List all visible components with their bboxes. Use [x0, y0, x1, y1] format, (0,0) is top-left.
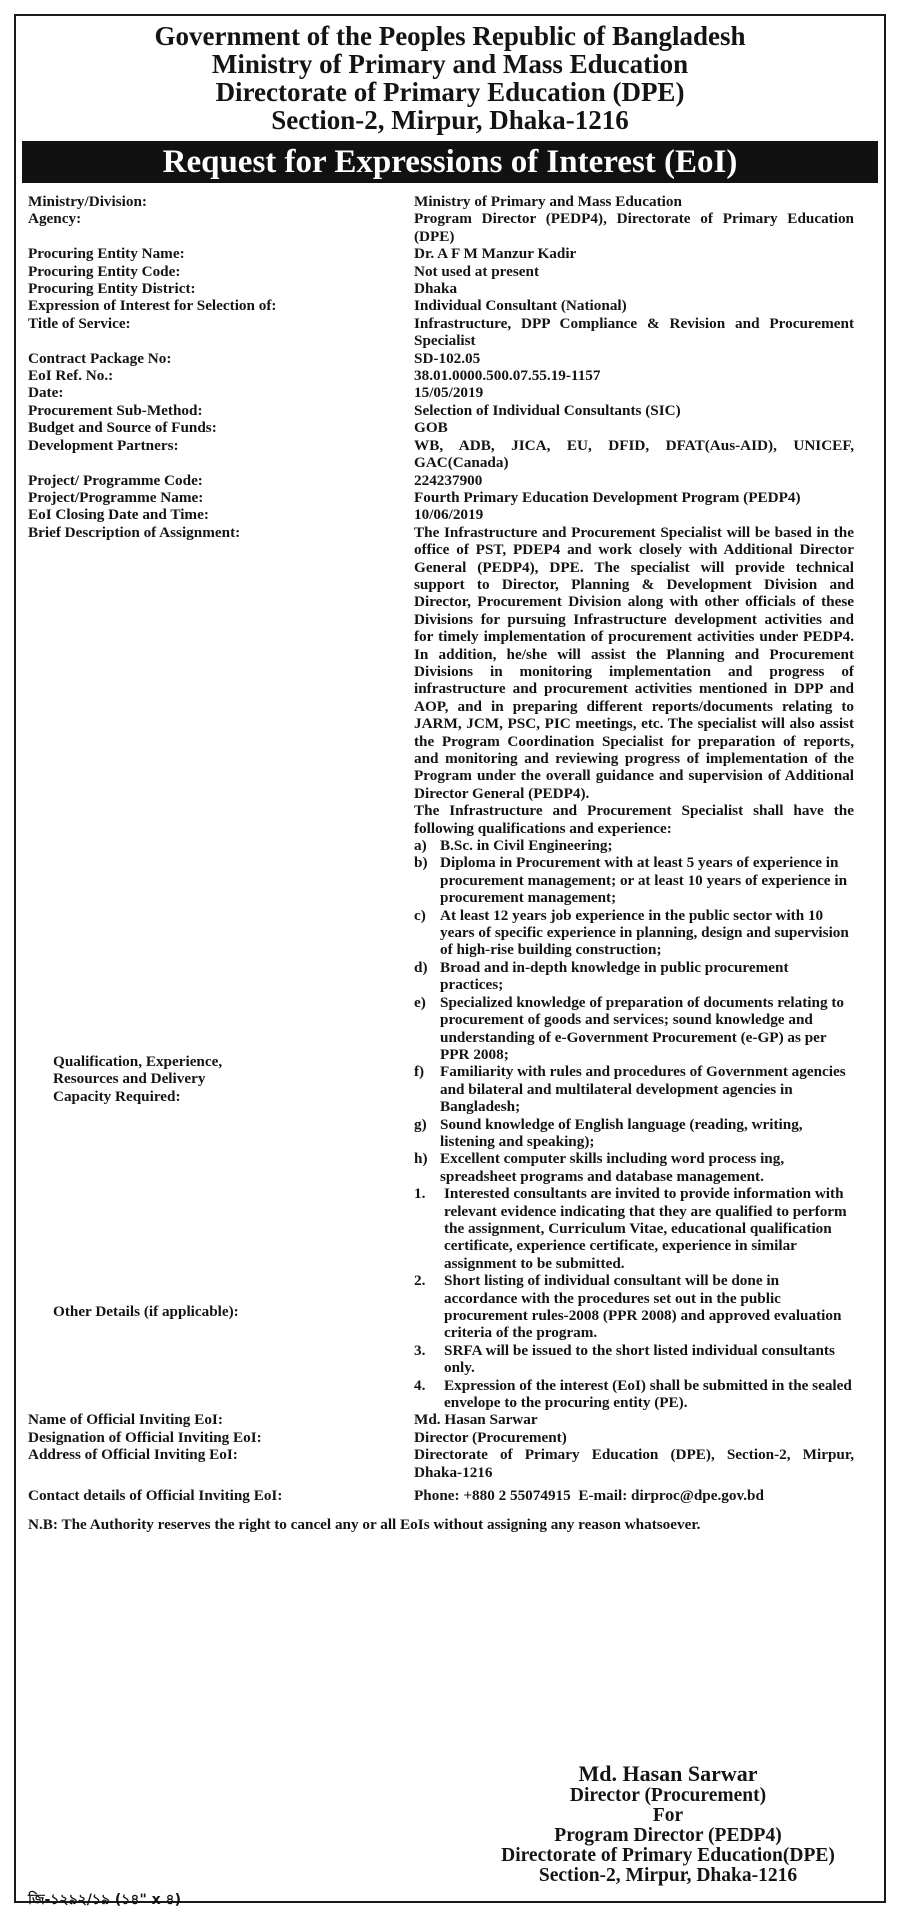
signatory-designation: Director (Procurement)	[569, 1785, 767, 1806]
publication-code: জি-১২৯২/১৯ (১৪" x ৪)	[28, 1892, 181, 1908]
other-details	[414, 1185, 854, 1411]
list-item	[414, 907, 854, 959]
field-row	[16, 193, 884, 210]
field-label: Procurement Sub-Method:	[28, 401, 203, 419]
qualification-intro: The Infrastructure and Procurement Specialist shall have the following qualifications and experience:	[414, 802, 854, 837]
field-label: Designation of Official Inviting EoI:	[28, 1428, 262, 1446]
field-row	[16, 263, 884, 280]
field-value: Director (Procurement)	[414, 1428, 567, 1446]
qualification-label: Qualification, Experience, Resources and Delivery Capacity Required:	[53, 1053, 223, 1105]
official-row	[16, 1429, 884, 1446]
field-row	[16, 350, 884, 367]
field-label: Ministry/Division:	[28, 193, 147, 210]
field-row	[16, 280, 884, 297]
field-row	[16, 402, 884, 419]
nb-note: N.B: The Authority reserves the right to cancel any or all EoIs without assigning any reason whatsoever.	[28, 1516, 701, 1534]
field-label: Expression of Interest for Selection of:	[28, 297, 277, 315]
list-marker: c)	[414, 906, 426, 924]
official-row	[16, 1446, 884, 1481]
list-item	[414, 1185, 854, 1272]
list-item	[414, 1150, 854, 1185]
field-label: Name of Official Inviting EoI:	[28, 1411, 223, 1429]
field-value: WB, ADB, JICA, EU, DFID, DFAT(Aus-AID), UNICEF, GAC(Canada)	[414, 436, 854, 472]
field-label: Project/Programme Name:	[28, 488, 204, 506]
field-value: 224237900	[414, 471, 483, 489]
field-value: Ministry of Primary and Mass Education	[414, 193, 682, 210]
field-label: Project/ Programme Code:	[28, 471, 203, 489]
field-value: Individual Consultant (National)	[414, 297, 627, 315]
field-label: Contract Package No:	[28, 349, 172, 367]
field-value: Dr. A F M Manzur Kadir	[414, 245, 577, 263]
field-label: Development Partners:	[28, 436, 179, 454]
notice-page	[14, 14, 886, 1908]
list-item	[414, 1377, 854, 1412]
field-value: The Infrastructure and Procurement Specialist will be based in the office of PST, PDEP4 and work closely with Additional Director General (PEDP4), DPE. The specialist will provide technical support to Director, Planning & Development Division and Director, Procurement Division along with other officials of these Divisions for pursuing Infrastructure development activities and for timely implementation of procurement activities under PEDP4. In addition, he/she will assist the Planning and Procurement Divisions in monitoring implementation and progress of infrastructure and procurement activities mentioned in DPP and AOP, and in preparing different reports/documents relating to JARM, JCM, PSC, PIC meetings, etc. The specialist will also assist the Program Coordination Specialist for preparation of reports, and monitoring and reviewing progress of implementation of the Program under the overall guidance and supervision of Additional Director General (PEDP4).	[414, 523, 854, 802]
list-marker: b)	[414, 854, 428, 872]
field-value: Dhaka	[414, 280, 458, 298]
field-row	[16, 384, 884, 401]
notice-title-banner: Request for Expressions of Interest (EoI)	[22, 141, 878, 183]
list-marker: f)	[414, 1063, 425, 1081]
field-value: Directorate of Primary Education (DPE), Section-2, Mirpur, Dhaka-1216	[414, 1446, 854, 1481]
field-value: 10/06/2019	[414, 506, 484, 524]
list-text: Expression of the interest (EoI) shall be submitted in the sealed envelope to the procuring entity (PE).	[444, 1376, 852, 1412]
list-marker: d)	[414, 958, 428, 976]
field-label: Procuring Entity Code:	[28, 262, 181, 280]
signatory-address: Section-2, Mirpur, Dhaka-1216	[538, 1865, 798, 1886]
list-text: Sound knowledge of English language (reading, writing, listening and speaking);	[440, 1115, 803, 1150]
field-value: Selection of Individual Consultants (SIC)	[414, 401, 681, 419]
official-row	[16, 1411, 884, 1428]
eoi-fields	[16, 193, 884, 1504]
field-value: 15/05/2019	[414, 384, 484, 402]
field-value: GOB	[414, 419, 448, 437]
field-label: Agency:	[28, 210, 82, 228]
field-label: Brief Description of Assignment:	[28, 523, 241, 541]
other-details-row	[16, 1185, 884, 1411]
field-row	[16, 472, 884, 489]
signatory-program: Program Director (PEDP4)	[554, 1825, 782, 1846]
list-item	[414, 837, 854, 854]
field-value: Not used at present	[414, 262, 540, 280]
field-label: Procuring Entity District:	[28, 280, 196, 298]
field-row	[16, 419, 884, 436]
list-text: Familiarity with rules and procedures of Government agencies and bilateral and multilateral development agencies in Bangladesh;	[440, 1063, 846, 1116]
list-item	[414, 1272, 854, 1342]
field-value: Fourth Primary Education Development Program (PEDP4)	[414, 488, 801, 506]
list-marker: 4.	[414, 1376, 426, 1394]
list-text: Diploma in Procurement with at least 5 years of experience in procurement management; or at least 10 years of experience in procurement management;	[440, 854, 848, 907]
list-marker: 3.	[414, 1341, 426, 1359]
field-row	[16, 367, 884, 384]
field-row	[16, 245, 884, 262]
list-marker: 2.	[414, 1272, 426, 1290]
field-row	[16, 506, 884, 523]
list-text: Broad and in-depth knowledge in public procurement practices;	[440, 958, 789, 994]
field-label: Address of Official Inviting EoI:	[28, 1446, 238, 1464]
list-item	[414, 959, 854, 994]
field-value: SD-102.05	[414, 349, 481, 367]
field-value: 38.01.0000.500.07.55.19-1157	[414, 367, 601, 385]
list-marker: e)	[414, 993, 426, 1011]
list-marker: a)	[414, 837, 427, 855]
header-line-government: Government of the Peoples Republic of Bangladesh	[154, 21, 746, 51]
field-label: EoI Closing Date and Time:	[28, 506, 209, 524]
list-text: Short listing of individual consultant will be done in accordance with the procedures set out in the public procurement rules-2008 (PPR 2008) and approved evaluation criteria of the program.	[444, 1272, 842, 1342]
field-row	[16, 297, 884, 314]
notice-header	[16, 16, 884, 134]
list-text: Specialized knowledge of preparation of documents relating to procurement of goods and services; sound knowledge and understanding of e-Government Procurement (e-GP) as per PPR 2008;	[440, 993, 845, 1063]
signature-block	[458, 1762, 878, 1886]
field-row	[16, 437, 884, 472]
list-text: Excellent computer skills including word process ing, spreadsheet programs and database management.	[440, 1150, 785, 1185]
field-value: Infrastructure, DPP Compliance & Revision and Procurement Specialist	[414, 314, 854, 350]
field-row	[16, 524, 884, 803]
field-row	[16, 210, 884, 245]
list-text: Interested consultants are invited to provide information with relevant evidence indicating that they are qualified to perform the assignment, Curriculum Vitae, educational qualification certificate, experience certificate, experience in similar assignment to be submitted.	[444, 1185, 847, 1272]
field-row	[16, 315, 884, 350]
list-text: SRFA will be issued to the short listed individual consultants only.	[444, 1341, 835, 1377]
field-label: Date:	[28, 384, 64, 402]
list-item	[414, 994, 854, 1064]
official-row	[16, 1487, 884, 1504]
field-label: Title of Service:	[28, 314, 131, 332]
other-details-label: Other Details (if applicable):	[53, 1303, 239, 1320]
list-item	[414, 1063, 854, 1115]
list-item	[414, 1342, 854, 1377]
list-item	[414, 1116, 854, 1151]
signatory-for: For	[652, 1805, 684, 1826]
field-label: Budget and Source of Funds:	[28, 419, 217, 437]
header-line-address: Section-2, Mirpur, Dhaka-1216	[271, 105, 629, 135]
qualification-details	[414, 802, 854, 1185]
qualification-row	[16, 802, 884, 1185]
signatory-name: Md. Hasan Sarwar	[578, 1761, 758, 1786]
field-value: Program Director (PEDP4), Directorate of Primary Education (DPE)	[414, 210, 854, 245]
list-item	[414, 854, 854, 906]
list-marker: h)	[414, 1150, 428, 1168]
field-label: EoI Ref. No.:	[28, 367, 114, 385]
list-marker: 1.	[414, 1185, 426, 1203]
field-row	[16, 489, 884, 506]
field-value: Md. Hasan Sarwar	[414, 1411, 538, 1429]
list-marker: g)	[414, 1115, 427, 1133]
list-text: At least 12 years job experience in the public sector with 10 years of specific experience in planning, design and supervision of high-rise building construction;	[440, 906, 849, 959]
field-label: Contact details of Official Inviting EoI:	[28, 1487, 283, 1505]
header-line-directorate: Directorate of Primary Education (DPE)	[215, 77, 685, 107]
list-text: B.Sc. in Civil Engineering;	[440, 837, 613, 855]
header-line-ministry: Ministry of Primary and Mass Education	[211, 49, 689, 79]
signatory-directorate: Directorate of Primary Education(DPE)	[501, 1845, 835, 1866]
field-label: Procuring Entity Name:	[28, 245, 185, 263]
contact-value: Phone: +880 2 55074915 E-mail: dirproc@dpe.gov.bd	[414, 1487, 764, 1505]
